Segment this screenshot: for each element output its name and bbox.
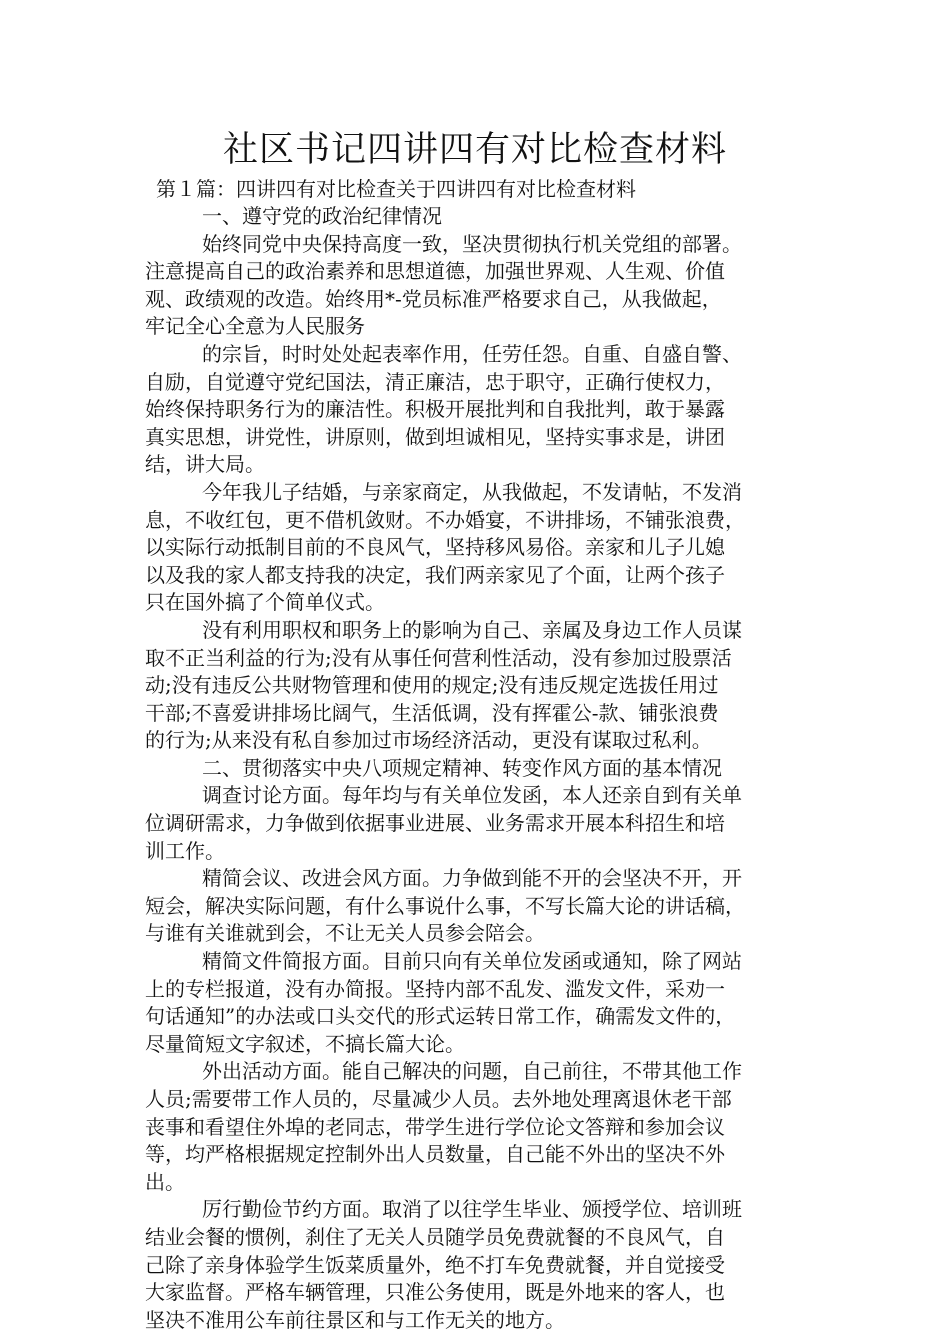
text-line: 上的专栏报道，没有办简报。坚持内部不乱发、滥发文件，采劝一 xyxy=(145,976,725,1001)
text-line: 己除了亲身体验学生饭菜质量外，绝不打车免费就餐，并自觉接受 xyxy=(145,1252,725,1277)
text-line: 的宗旨，时时处处起表率作用，任劳任怨。自重、自盛自警、 xyxy=(202,341,742,366)
text-line: 观、政绩观的改造。始终用*-党员标准严格要求自己，从我做起， xyxy=(145,286,722,311)
text-line: 人员;需要带工作人员的，尽量减少人员。去外地处理离退休老干部 xyxy=(145,1087,732,1111)
text-line: 只在国外搞了个简单仪式。 xyxy=(145,590,385,615)
text-line: 牢记全心全意为人民服务 xyxy=(145,314,365,339)
text-line: 始终同党中央保持高度一致，坚决贯彻执行机关党组的部署。 xyxy=(202,231,742,256)
text-line: 与谁有关谁就到会，不让无关人员参会陪会。 xyxy=(145,921,545,946)
text-line: 尽量简短文字叙述，不搞长篇大论。 xyxy=(145,1031,465,1056)
text-line: 出。 xyxy=(145,1169,185,1194)
text-line: 息，不收红包，更不借机敛财。不办婚宴，不讲排场，不铺张浪费， xyxy=(145,507,745,532)
text-line: 注意提高自己的政治素养和思想道德，加强世界观、人生观、价值 xyxy=(145,259,725,284)
text-line: 厉行勤俭节约方面。取消了以往学生毕业、颁授学位、培训班 xyxy=(202,1197,742,1222)
text-line: 外出活动方面。能自己解决的问题，自己前往，不带其他工作 xyxy=(202,1059,742,1084)
text-line: 句话通知”的办法或口头交代的形式运转日常工作，确需发文件的， xyxy=(145,1004,736,1029)
text-line: 位调研需求，力争做到依据事业进展、业务需求开展本科招生和培 xyxy=(145,811,725,836)
text-line: 坚决不准用公车前往景区和与工作无关的地方。 xyxy=(145,1307,565,1332)
text-line: 大家监督。严格车辆管理，只准公务使用，既是外地来的客人，也 xyxy=(145,1280,725,1305)
text-line: 动;没有违反公共财物管理和使用的规定;没有违反规定选拔任用过 xyxy=(145,673,719,698)
text-line: 结业会餐的惯例，刹住了无关人员随学员免费就餐的不良风气，自 xyxy=(145,1224,725,1249)
text-line: 没有利用职权和职务上的影响为自己、亲属及身边工作人员谋 xyxy=(202,617,742,642)
text-line: 干部;不喜爱讲排场比阔气，生活低调，没有挥霍公-款、铺张浪费 xyxy=(145,700,719,725)
text-line: 以及我的家人都支持我的决定，我们两亲家见了个面，让两个孩子 xyxy=(145,562,725,587)
document-subtitle: 第１篇：四讲四有对比检查关于四讲四有对比检查材料 xyxy=(156,177,636,201)
text-line: 自励，自觉遵守党纪国法，清正廉洁，忠于职守，正确行使权力， xyxy=(145,369,725,394)
text-line: 结，讲大局。 xyxy=(145,452,265,477)
text-line: 二、贯彻落实中央八项规定精神、转变作风方面的基本情况 xyxy=(202,755,722,780)
text-line: 等，均严格根据规定控制外出人员数量，自己能不外出的坚决不外 xyxy=(145,1142,725,1167)
document-body xyxy=(145,203,823,1334)
text-line: 的行为;从来没有私自参加过市场经济活动，更没有谋取过私利。 xyxy=(145,728,712,753)
document-title: 社区书记四讲四有对比检查材料 xyxy=(222,130,727,170)
text-line: 丧事和看望住外埠的老同志，带学生进行学位论文答辩和参加会议 xyxy=(145,1114,725,1139)
text-line: 调查讨论方面。每年均与有关单位发函，本人还亲自到有关单 xyxy=(202,783,742,808)
text-line: 短会，解决实际问题，有什么事说什么事，不写长篇大论的讲话稿， xyxy=(145,893,745,918)
text-line: 以实际行动抵制目前的不良风气，坚持移风易俗。亲家和儿子儿媳 xyxy=(145,535,725,560)
text-line: 训工作。 xyxy=(145,838,225,863)
text-line: 精简会议、改进会风方面。力争做到能不开的会坚决不开，开 xyxy=(202,866,742,891)
text-line: 今年我儿子结婚，与亲家商定，从我做起，不发请帖，不发消 xyxy=(202,479,742,504)
text-line: 取不正当利益的行为;没有从事任何营利性活动，没有参加过股票活 xyxy=(145,645,732,670)
text-line: 精简文件简报方面。目前只向有关单位发函或通知，除了网站 xyxy=(202,949,742,974)
text-line: 真实思想，讲党性，讲原则，做到坦诚相见，坚持实事求是，讲团 xyxy=(145,424,725,449)
text-line: 始终保持职务行为的廉洁性。积极开展批判和自我批判，敢于暴露 xyxy=(145,397,725,422)
text-line: 一、遵守党的政治纪律情况 xyxy=(202,204,442,228)
